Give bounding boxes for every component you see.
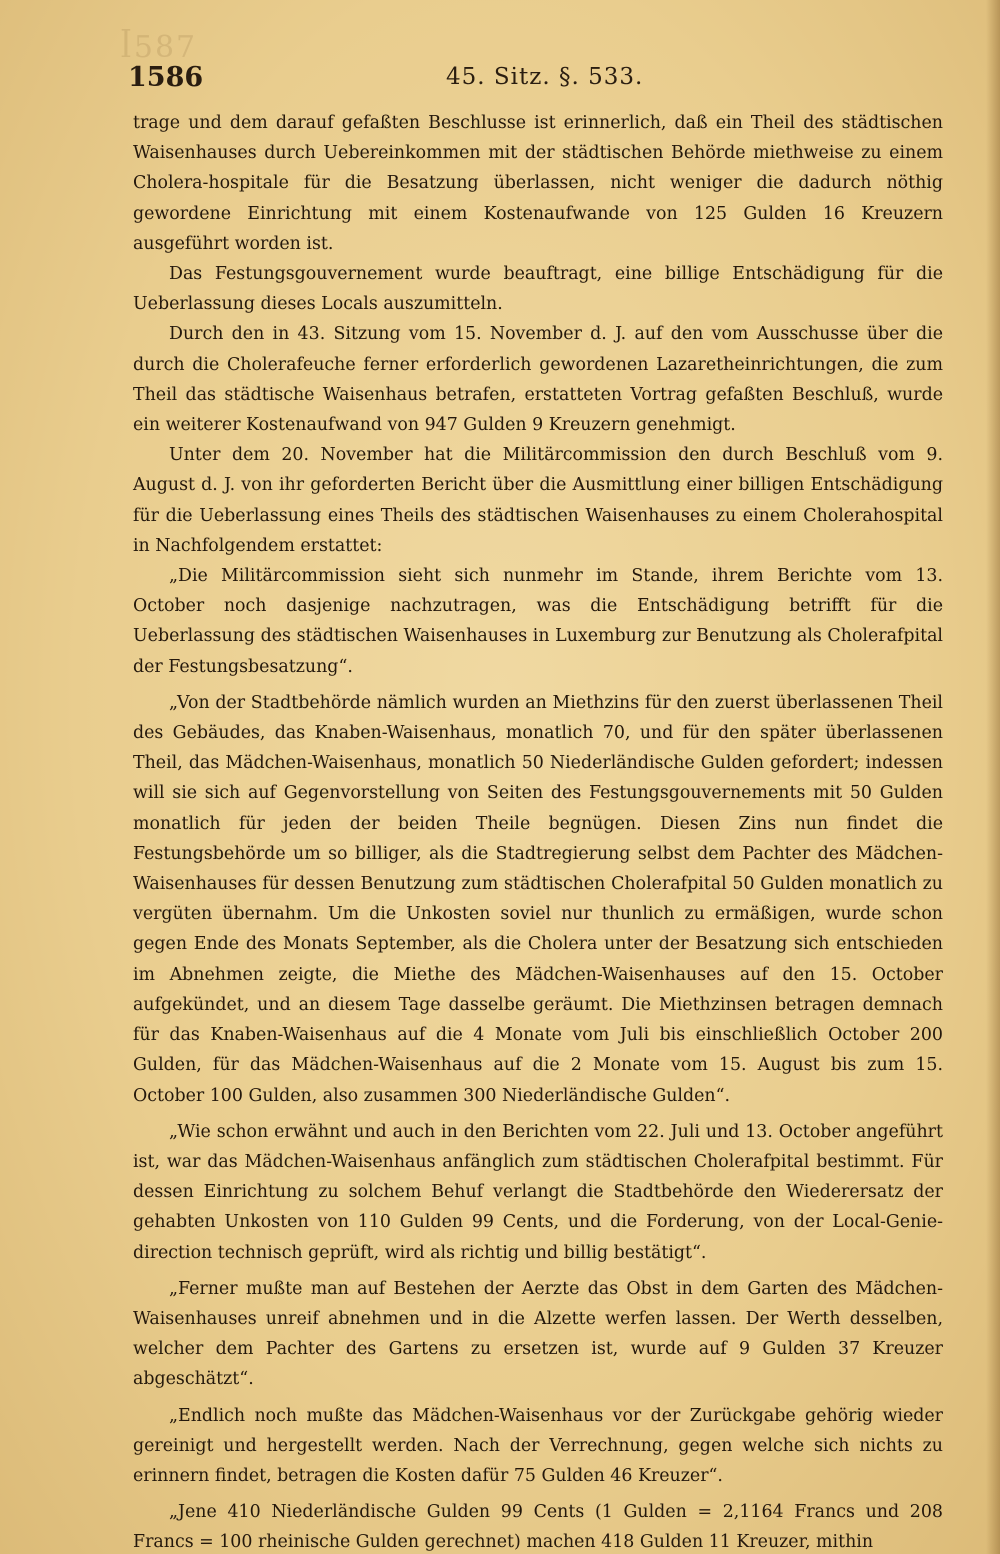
bleed-through-mark: ꟾ587: [120, 30, 198, 65]
quoted-paragraph: „Jene 410 Niederländische Gulden 99 Cents (1 Gulden = 2,1164 Francs und 208 Francs = 100 rheinische Gulden gerechnet) machen 418 Gulden 11 Kreuzer, mithin: [133, 1502, 943, 1553]
body-text: [133, 108, 943, 1554]
quoted-paragraph: „Wie schon erwähnt und auch in den Berichten vom 22. Juli und 13. October angeführt ist, war das Mädchen-Waisenhaus anfänglich zum städtischen Cholerafpital bestimmt. Für dessen Einrichtung zu solchem Behuf verlangt die Stadtbehörde den Wiederersatz der gehabten Unkosten von 110 Gulden 99 Cents, und die Forderung, von der Local-Genie-direction technisch geprüft, wird als richtig und billig bestätigt“.: [133, 1121, 943, 1263]
page-edge-shadow: [986, 0, 1000, 1554]
quoted-paragraph: „Ferner mußte man auf Bestehen der Aerzte das Obst in dem Garten des Mädchen-Waisenhauses unreif abnehmen und in die Alzette werfen lassen. Der Werth desselben, welcher dem Pachter des Gartens zu ersetzen ist, wurde auf 9 Gulden 37 Kreuzer abgeschätzt“.: [133, 1278, 943, 1390]
quoted-paragraph: „Von der Stadtbehörde nämlich wurden an Miethzins für den zuerst überlassenen Theil des Gebäudes, das Knaben-Waisenhaus, monatlich 70, und für den später überlassenen Theil, das Mädchen-Waisenhaus, monatlich 50 Niederländische Gulden gefordert; indessen will sie sich auf Gegenvorstellung von Seiten des Festungsgouvernements mit 50 Gulden monatlich für jeden der beiden Theile begnügen. Diesen Zins nun findet die Festungsbehörde um so billiger, als die Stadtregierung selbst dem Pachter des Mädchen-Waisenhauses für dessen Benutzung zum städtischen Cholerafpital 50 Gulden monatlich zu vergüten übernahm. Um die Unkosten soviel nur thunlich zu ermäßigen, wurde schon gegen Ende des Monats September, als die Cholera unter der Besatzung sich entschieden im Abnehmen zeigte, die Miethe des Mädchen-Waisenhauses auf den 15. October aufgekündet, und an diesem Tage dasselbe geräumt. Die Miethzinsen betragen demnach für das Knaben-Waisenhaus auf die 4 Monate vom Juli bis einschließlich October 200 Gulden, für das Mädchen-Waisenhaus auf die 2 Monate vom 15. August bis zum 15. October 100 Gulden, also zusammen 300 Niederländische Gulden“.: [133, 692, 943, 1106]
quoted-paragraph: „Die Militärcommission sieht sich nunmehr im Stande, ihrem Berichte vom 13. October noch dasjenige nachzutragen, was die Entschädigung betrifft für die Ueberlassung des städtischen Waisenhauses in Luxemburg zur Benutzung als Cholerafpital der Festungsbesatzung“.: [133, 566, 943, 677]
running-head: 45. Sitz. §. 533.: [446, 64, 644, 90]
quoted-paragraph: „Endlich noch mußte das Mädchen-Waisenhaus vor der Zurückgabe gehörig wieder gereinigt und hergestellt werden. Nach der Verrechnung, gegen welche sich nichts zu erinnern findet, betragen die Kosten dafür 75 Gulden 46 Kreuzer“.: [133, 1405, 943, 1486]
page-header: [128, 62, 944, 102]
paragraph: Durch den in 43. Sitzung vom 15. November d. J. auf den vom Ausschusse über die durch die Cholerafeuche ferner erforderlich gewordenen Lazaretheinrichtungen, die zum Theil das städtische Waisenhaus betrafen, erstatteten Vortrag gefaßten Beschluß, wurde ein weiterer Kostenaufwand von 947 Gulden 9 Kreuzern genehmigt.: [133, 324, 943, 436]
paragraph: Unter dem 20. November hat die Militärcommission den durch Beschluß vom 9. August d. J. von ihr geforderten Bericht über die Ausmittlung einer billigen Entschädigung für die Ueberlassung eines Theils des städtischen Waisenhauses zu einem Cholerahospital in Nachfolgendem erstattet:: [133, 445, 943, 556]
paragraph-continuation: trage und dem darauf gefaßten Beschlusse ist erinnerlich, daß ein Theil des städtischen Waisenhauses durch Uebereinkommen mit der städtischen Behörde miethweise zu einem Cholera-hospitale für die Besatzung überlassen, nicht weniger die dadurch nöthig gewordene Einrichtung mit einem Kostenaufwande von 125 Gulden 16 Kreuzern ausgeführt worden ist.: [133, 113, 943, 254]
paragraph: Das Festungsgouvernement wurde beauftragt, eine billige Entschädigung für die Ueberlassung dieses Locals auszumitteln.: [133, 264, 943, 315]
page-number: 1586: [128, 62, 204, 93]
